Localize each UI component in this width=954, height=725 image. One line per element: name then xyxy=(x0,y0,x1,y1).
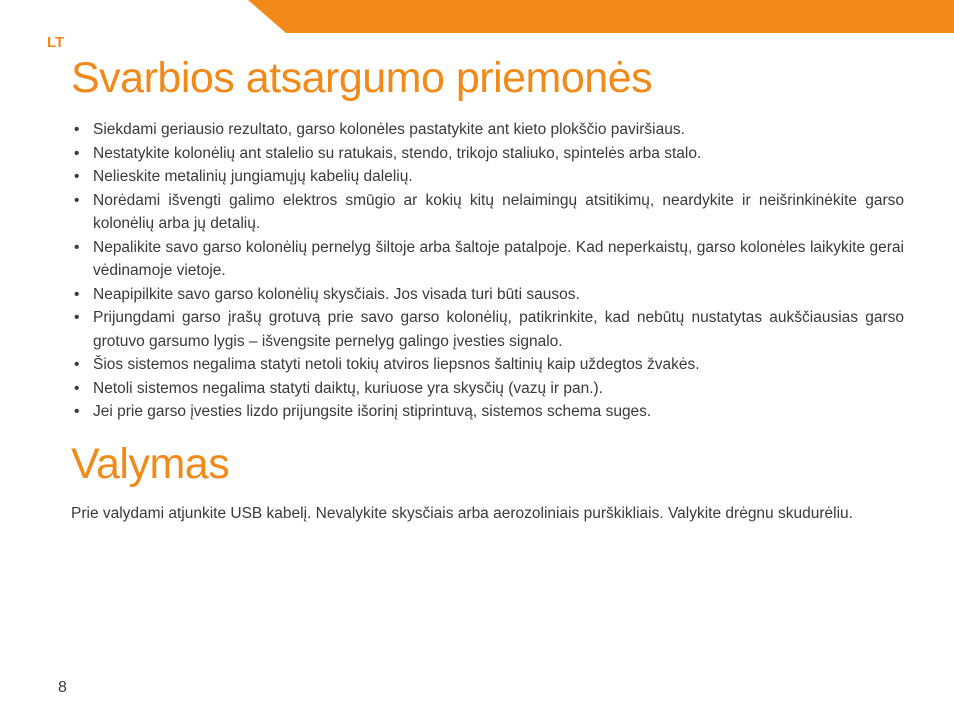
list-item: • Neapipilkite savo garso kolonėlių skysčiais. Jos visada turi būti sausos. xyxy=(71,283,904,307)
list-item: • Norėdami išvengti galimo elektros smūgio ar kokių kitų nelaimingų atsitikimų, neardykite ir neišrinkinėkite garso kolonėlių arba jų detalių. xyxy=(71,189,904,236)
precautions-list xyxy=(71,118,904,424)
list-item: • Nepalikite savo garso kolonėlių pernelyg šiltoje arba šaltoje patalpoje. Kad neperkaistų, garso kolonėles laikykite gerai vėdinamoje vietoje. xyxy=(71,236,904,283)
cleaning-text: Prie valydami atjunkite USB kabelį. Nevalykite skysčiais arba aerozoliniais purškikliais. Valykite drėgnu skudurėliu. xyxy=(71,505,853,522)
list-item: • Šios sistemos negalima statyti netoli tokių atviros liepsnos šaltinių kaip uždegtos žvakės. xyxy=(71,353,904,377)
list-item: • Nelieskite metalinių jungiamųjų kabelių dalelių. xyxy=(71,165,904,189)
header-band xyxy=(248,0,954,33)
list-item: • Siekdami geriausio rezultato, garso kolonėles pastatykite ant kieto plokščio paviršiaus. xyxy=(71,118,904,142)
list-item: • Jei prie garso įvesties lizdo prijungsite išorinį stiprintuvą, sistemos schema suges. xyxy=(71,400,904,424)
language-code: LT xyxy=(47,34,65,51)
list-item: • Netoli sistemos negalima statyti daiktų, kuriuose yra skysčių (vazų ir pan.). xyxy=(71,377,904,401)
cleaning-title: Valymas xyxy=(71,440,230,488)
list-item: • Prijungdami garso įrašų grotuvą prie savo garso kolonėlių, patikrinkite, kad nebūtų nustatytas aukščiausias garso grotuvo garsumo lygis – išvengsite pernelyg galingo įvesties signalo. xyxy=(71,306,904,353)
page-number: 8 xyxy=(58,679,67,696)
list-item: • Nestatykite kolonėlių ant stalelio su ratukais, stendo, trikojo staliuko, spintelės arba stalo. xyxy=(71,142,904,166)
precautions-title: Svarbios atsargumo priemonės xyxy=(71,54,653,102)
